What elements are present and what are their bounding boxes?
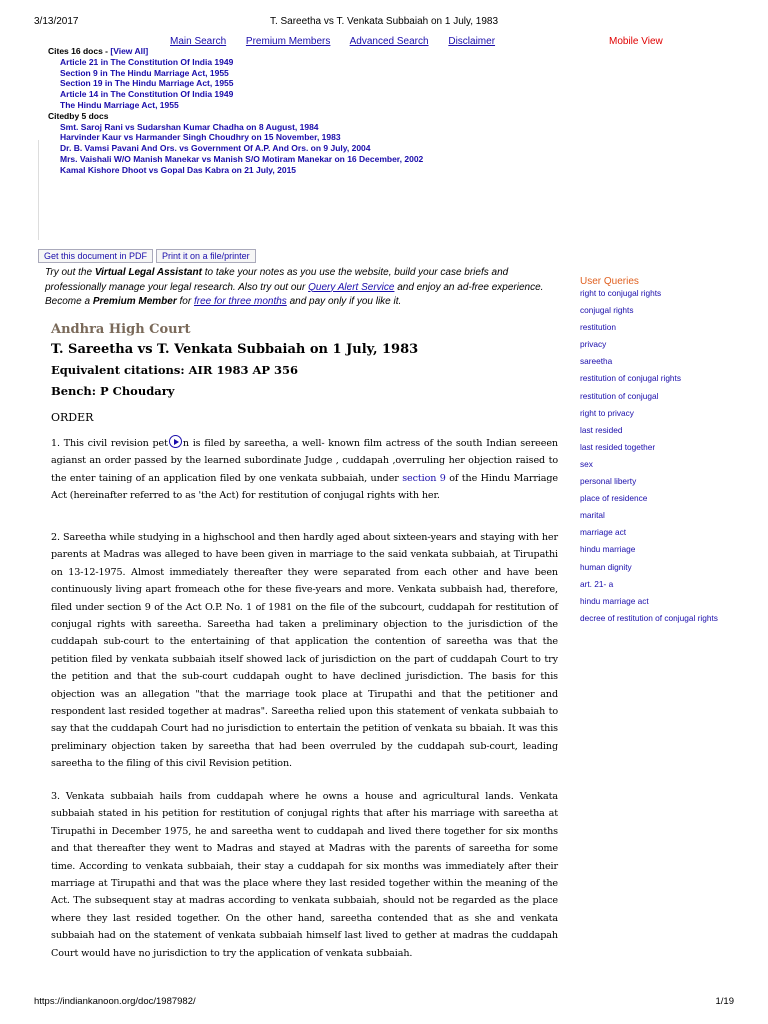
virtual-legal-assistant: Virtual Legal Assistant	[94, 267, 202, 278]
print-date: 3/13/2017	[34, 16, 79, 27]
paragraph-text: 1. This civil revision pet	[51, 438, 168, 449]
user-queries	[580, 276, 730, 630]
nav-advanced-search[interactable]: Advanced Search	[349, 36, 429, 47]
case-title: T. Sareetha vs T. Venkata Subbaiah on 1 July, 1983	[51, 342, 419, 357]
paragraph-text: n is filed by sareetha, a well- known film actress of the south Indian sereeen agianst an order passed by the learned subordinate Judge , cuddapah ,overruling her objection raised to the enter taining of an application filed by one venkata subbaiah, under	[51, 438, 558, 484]
promo-segment: Try out the	[45, 267, 95, 278]
query-link[interactable]: restitution of conjugal	[580, 390, 659, 401]
query-link[interactable]: personal liberty	[580, 476, 637, 487]
query-link[interactable]: last resided together	[580, 441, 656, 452]
view-all-link[interactable]: [View All]	[110, 46, 149, 56]
query-link[interactable]: decree of restitution of conjugal rights	[580, 612, 718, 623]
document-actions	[38, 249, 256, 263]
query-link[interactable]: restitution	[580, 322, 616, 333]
print-button[interactable]: Print it on a file/printer	[156, 249, 256, 263]
order-heading: ORDER	[51, 411, 94, 424]
query-link[interactable]: last resided	[580, 424, 623, 435]
premium-member: Premium Member	[92, 296, 177, 307]
query-link[interactable]: sex	[580, 458, 593, 469]
query-link[interactable]: art. 21- a	[580, 578, 614, 589]
section-9-link[interactable]: section 9	[402, 472, 446, 484]
nav-main-search[interactable]: Main Search	[170, 36, 227, 47]
paragraph-2: 2. Sareetha while studying in a highschool and then hardly aged about sixteen-years and staying with her parents at Madras was alleged to have been given in marriage to the said venkata subbaiah, at Tirupathi on 13-12-1975. Almost immediately thereafter they were separated from each other and have been continuously living apart fromeach othe for these five-years and more. Venkata subbaish had, therefore, filed under section 9 of the Act O.P. No. 1 of 1981 on the file of the subcourt, cuddapah for restitution of conjugal rights with sareetha. Sareetha had taken a preliminary objection to the jurisdiction of the cuddapah sub-court to the entertaining of that application the contention of sareetha was that the petition filed by venkata subbaiah itself showed lack of jurisdiction on the part of cuddapah Court to try the petition and that the sub-court cuddapah ought to have declined jurisdiction. The basis for this objection was an allegation "that the marriage took place at Tirupathi and that the petitioner and respondent last resided together at madras". Sareetha relied upon this statement of venkata subbaiah to say that the cuddapah Court had no jurisdiction to entertain the petition of venkata su bbaiah. It was this preliminary objection taken by sareetha that had been overruled by the cuddapah sub-court, leading sareetha to the filing of this civil Revision petition.	[51, 532, 558, 770]
promo-segment: for	[176, 296, 194, 307]
bench: Bench: P Choudary	[51, 384, 175, 398]
citedby-item[interactable]: Smt. Saroj Rani vs Sudarshan Kumar Chadha on 8 August, 1984	[60, 121, 319, 132]
query-link[interactable]: marriage act	[580, 527, 627, 538]
query-link[interactable]: hindu marriage act	[580, 595, 649, 606]
citedby-label: Citedby 5 docs	[48, 110, 109, 121]
query-link[interactable]: conjugal rights	[580, 305, 634, 316]
promo-segment: to take your notes as you use the website, build your case briefs and professionally manage your legal research. Also try out our	[45, 267, 509, 293]
nav-disclaimer[interactable]: Disclaimer	[448, 36, 496, 47]
query-alert-link[interactable]: Query Alert Service	[308, 281, 395, 293]
query-link[interactable]: human dignity	[580, 561, 632, 572]
query-link[interactable]: restitution of conjugal rights	[580, 373, 682, 384]
cites-item[interactable]: The Hindu Marriage Act, 1955	[60, 99, 179, 110]
user-queries-heading: User Queries	[580, 276, 639, 287]
cites-header	[48, 46, 423, 57]
query-link[interactable]: marital	[580, 510, 605, 521]
promo-text	[45, 266, 570, 310]
pdf-button[interactable]: Get this document in PDF	[38, 249, 153, 263]
print-header	[34, 16, 734, 30]
cites-list	[48, 57, 423, 111]
citedby-item[interactable]: Mrs. Vaishali W/O Manish Manekar vs Manish S/O Motiram Manekar on 16 December, 2002	[60, 153, 424, 164]
paragraph-1	[51, 435, 558, 505]
free-trial-link[interactable]: free for three months	[193, 296, 287, 307]
query-list	[580, 288, 730, 623]
equivalent-citations: Equivalent citations: AIR 1983 AP 356	[51, 363, 299, 377]
query-link[interactable]: sareetha	[580, 356, 613, 367]
mobile-view-link[interactable]: Mobile View	[609, 36, 663, 47]
cites-block	[48, 46, 423, 176]
citedby-item[interactable]: Kamal Kishore Dhoot vs Gopal Das Kabra on 21 July, 2015	[60, 164, 297, 175]
query-link[interactable]: place of residence	[580, 493, 648, 504]
query-link[interactable]: privacy	[580, 339, 607, 350]
citedby-item[interactable]: Dr. B. Vamsi Pavani And Ors. vs Government Of A.P. And Ors. on 9 July, 2004	[60, 143, 371, 154]
query-link[interactable]: right to conjugal rights	[580, 288, 662, 298]
play-icon[interactable]	[169, 435, 182, 448]
print-title: T. Sareetha vs T. Venkata Subbaiah on 1 July, 1983	[269, 16, 499, 27]
court-name: Andhra High Court	[51, 322, 191, 337]
cites-item[interactable]: Section 19 in The Hindu Marriage Act, 1955	[60, 78, 234, 89]
promo-segment: and pay only if you like it.	[286, 296, 402, 307]
cites-label: Cites 16 docs -	[48, 46, 111, 56]
query-link[interactable]: hindu marriage	[580, 544, 636, 555]
paragraph-3: 3. Venkata subbaiah hails from cuddapah where he owns a house and agricultural lands. Venkata subbaiah stated in his petition for restitution of conjugal rights that after his marriage with sareetha at Tirupathi in December 1975, he and sareetha went to cuddapah and lived there together for six months and that thereafter they went to Madras and stayed at Madras with the parents of sareetha for some time. According to venkata subbaiah, their stay a cuddapah for six months was immediately after their marriage at Tirupathi and that was the place where they last resided together within the meaning of the Act. The subsequent stay at madras according to venkata subbaiah, should not be regarded as the place where they last resided together. On the other hand, sareetha contended that as she and venkata subbaiah had on the statement of venkata subbaiah himself last lived to gether at madras the cuddapah Court would have no jurisdiction to try the application of venkata subbaiah.	[51, 791, 558, 959]
page-url: https://indiankanoon.org/doc/1987982/	[34, 996, 196, 1007]
cites-item[interactable]: Section 9 in The Hindu Marriage Act, 1955	[60, 67, 229, 78]
divider	[38, 140, 39, 240]
cites-item[interactable]: Article 14 in The Constitution Of India 1949	[60, 89, 234, 100]
citedby-item[interactable]: Harvinder Kaur vs Harmander Singh Choudhry on 15 November, 1983	[60, 132, 341, 143]
citedby-list	[48, 122, 423, 176]
page-count: 1/19	[715, 996, 734, 1007]
nav-premium-members[interactable]: Premium Members	[245, 36, 331, 47]
cites-item[interactable]: Article 21 in The Constitution Of India 1949	[60, 56, 234, 67]
promo-segment: and enjoy an ad-free experience. Become a	[45, 281, 544, 307]
paragraph-text: of the Hindu Marriage Act (hereinafter referred to as 'the Act) for restitution of conjugal rights with her.	[51, 472, 559, 502]
query-link[interactable]: right to privacy	[580, 407, 634, 418]
